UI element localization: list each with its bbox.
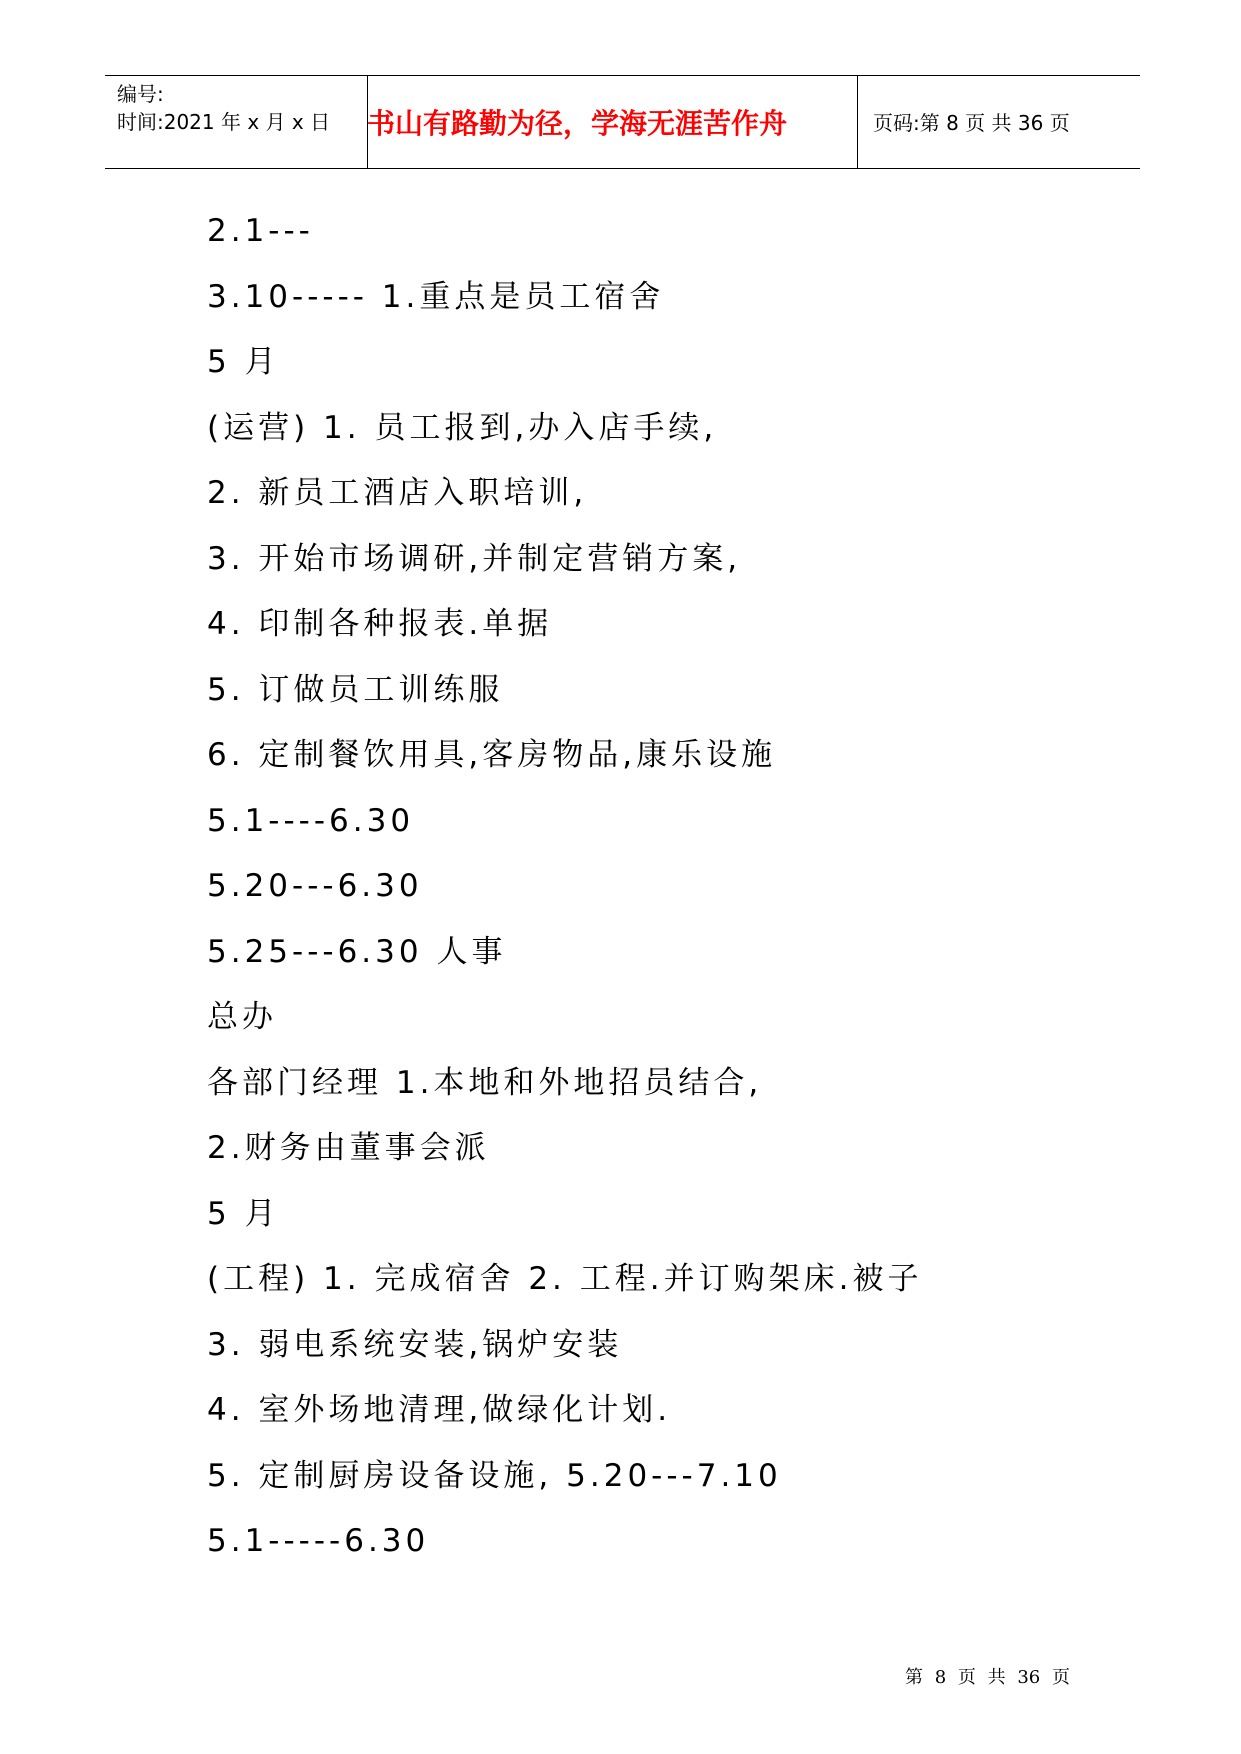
body-line: 各部门经理 1.本地和外地招员结合, — [207, 1064, 763, 1101]
body-line: 5 月 — [207, 1195, 280, 1232]
time-label: 时间:2021 年 x 月 x 日 — [117, 110, 331, 134]
document-header — [105, 75, 1140, 169]
body-line: (工程) 1. 完成宿舍 2. 工程.并订购架床.被子 — [207, 1261, 923, 1297]
body-line: 3. 弱电系统安装,锅炉安装 — [207, 1326, 623, 1363]
header-divider-right — [857, 76, 858, 168]
body-line: (运营) 1. 员工报到,办入店手续, — [207, 409, 718, 446]
body-line: 5.25---6.30 人事 — [207, 933, 507, 970]
document-body — [207, 206, 1107, 1582]
body-line: 总办 — [207, 999, 277, 1035]
header-page-info: 页码:第 8 页 共 36 页 — [873, 111, 1070, 135]
body-line: 5.1----6.30 — [207, 802, 415, 839]
body-line: 5. 订做员工训练服 — [207, 671, 504, 708]
body-line: 6. 定制餐饮用具,客房物品,康乐设施 — [207, 737, 777, 773]
body-line: 4. 印制各种报表.单据 — [207, 606, 553, 642]
body-line: 5.20---6.30 — [207, 868, 423, 904]
body-line: 3.10----- 1.重点是员工宿舍 — [207, 278, 665, 315]
body-line: 4. 室外场地清理,做绿化计划. — [207, 1392, 672, 1428]
body-line: 3. 开始市场调研,并制定营销方案, — [207, 540, 742, 577]
body-line: 5.1-----6.30 — [207, 1523, 430, 1559]
body-line: 2.财务由董事会派 — [207, 1130, 490, 1166]
body-line: 5 月 — [207, 344, 280, 380]
page-footer: 第 8 页 共 36 页 — [905, 1667, 1070, 1688]
header-motto: 书山有路勤为径，学海无涯苦作舟 — [367, 107, 788, 140]
header-meta — [117, 80, 330, 136]
body-line: 5. 定制厨房设备设施, 5.20---7.10 — [207, 1457, 782, 1494]
serial-number-label: 编号: — [117, 82, 164, 106]
body-line: 2. 新员工酒店入职培训, — [207, 475, 588, 511]
body-line: 2.1--- — [207, 213, 314, 249]
